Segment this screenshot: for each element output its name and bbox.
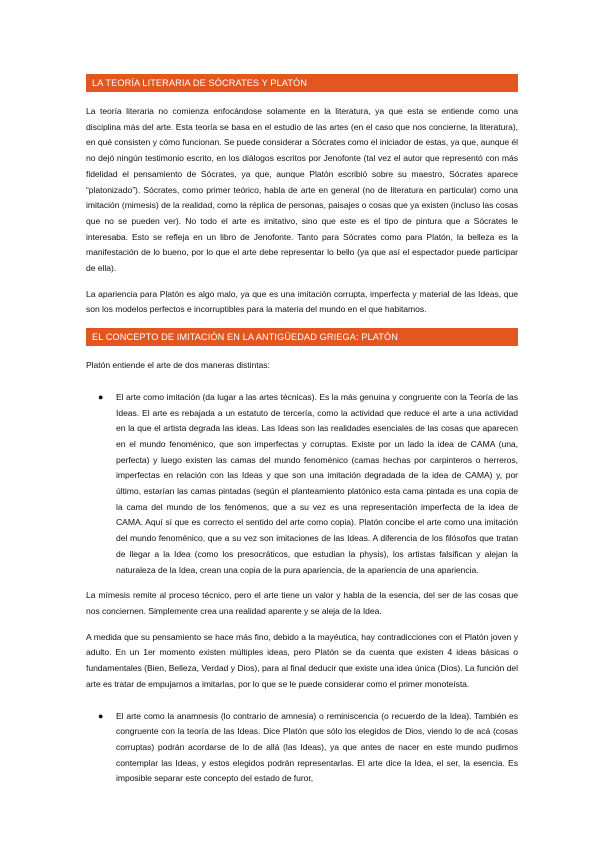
list-item-text: El arte como imitación (da lugar a las artes técnicas). Es la más genuina y congruente con la Teoría de las Ideas. El arte es rebajada a un estatuto de tercería, como la actividad que reduce el arte a una actividad en la que el artista degrada las ideas. Las Ideas son las realidades esenciales de las cosas que aparecen en el mundo fenoménico, que son imperfectas y corruptas. Existe por un lado la idea de CAMA (una, perfecta) y luego existen las camas del mundo fenoménico (camas hechas por carpinteros o herreros, imperfectas en relación con las Ideas y que son una imitación degradada de la idea de CAMA) y, por último, estarían las camas pintadas (según el planteamiento platónico esta cama pintada es una copia de la cama del mundo de los fenómenos, que a su vez es una representación imperfecta de la idea de CAMA. Aquí sí que es correcto el sentido del arte como copia). Platón concibe el arte como una imitación del mundo fenoménico, que a su vez son imitaciones de las Ideas. A diferencia de los filósofos que tratan de llegar a la Idea (como los presocráticos, que estudian la physis), los artistas falsifican y alejan la naturaleza de la Idea, crean una copia de la pura apariencia, de la apariencia de una apariencia. xyxy=(116,391,518,575)
paragraph-apariencia: La apariencia para Platón es algo malo, ya que es una imitación corrupta, imperfecta y material de las Ideas, que son los modelos perfectos e incorruptibles para la materia del mundo en el que habitamos. xyxy=(86,288,518,315)
list-item-arte-imitacion xyxy=(86,390,518,578)
bullet-icon: ● xyxy=(98,710,104,721)
list-item-arte-anamnesis xyxy=(86,709,518,788)
paragraph-mimesis: La mímesis remite al proceso técnico, pero el arte tiene un valor y habla de la esencia, del ser de las cosas que nos conciernen. Simplemente crea una realidad aparente y se aleja de la Idea. xyxy=(86,590,518,616)
paragraph-intro-dos-maneras: Platón entiende el arte de dos maneras distintas: xyxy=(86,360,270,371)
document-content xyxy=(86,74,518,787)
section-header-concepto-imitacion: EL CONCEPTO DE IMITACIÓN EN LA ANTIGÜEDAD GRIEGA: PLATÓN xyxy=(86,328,518,346)
paragraph-teoria-literaria: La teoría literaria no comienza enfocándose solamente en la literatura, ya que esta se entiende como una disciplina más del arte. Esta teoría se basa en el estudio de las artes (en el caso que nos concierne, la literatura), en qué consisten y cómo funcionan. Se puede considerar a Sócrates como el iniciador de estas, ya que, aunque él no dejó ningún testimonio escrito, en los diálogos escritos por Jenofonte (tal vez el autor que representó con más fidelidad el pensamiento de Sócrates, ya que, aunque Platón escribió sobre su maestro, Sócrates aparece “platonizado”). Sócrates, como primer teórico, habla de arte en general (no de literatura en particular) como una imitación (mimesis) de la realidad, como la réplica de personas, paisajes o cosas que ya existen (incluso las cosas que no se pueden ver). No todo el arte es imitativo, sino que este es el tipo de pintura que a Sócrates le interesaba. Esto se refleja en un libro de Jenofonte. Tanto para Sócrates como para Platón, la belleza es la manifestación de lo bueno, por lo que el arte debe representar lo bello (ya que así el espectador puede participar de ella). xyxy=(86,106,518,274)
section-header-teoria-literaria: LA TEORÍA LITERARIA DE SÓCRATES Y PLATÓN xyxy=(86,74,518,92)
paragraph-mayeutica: A medida que su pensamiento se hace más fino, debido a la mayéutica, hay contradicciones con el Platón joven y adulto. En un 1er momento existen múltiples ideas, pero Platón se da cuenta que existen 4 ideas básicas o fundamentales (Bien, Belleza, Verdad y Dios), para al final deducir que existe una idea única (Dios). La función del arte es tratar de empujarnos a imitarlas, por lo que se le puede considerar como el primer monoteísta. xyxy=(86,631,518,689)
list-item-text: El arte como la anamnesis (lo contrario de amnesia) o reminiscencia (o recuerdo de la Idea). También es congruente con la teoría de las Ideas. Dice Platón que sólo los elegidos de Dios, viendo lo de acá (cosas corruptas) podrán acordarse de lo de allá (las Ideas), ya que antes de nacer en este mundo pudimos contemplar las Ideas, y estos elegidos podrán representarlas. El arte dice la Idea, el ser, la esencia. Es imposible separar este concepto del estado de furor, xyxy=(116,710,518,784)
bullet-icon: ● xyxy=(98,391,104,402)
